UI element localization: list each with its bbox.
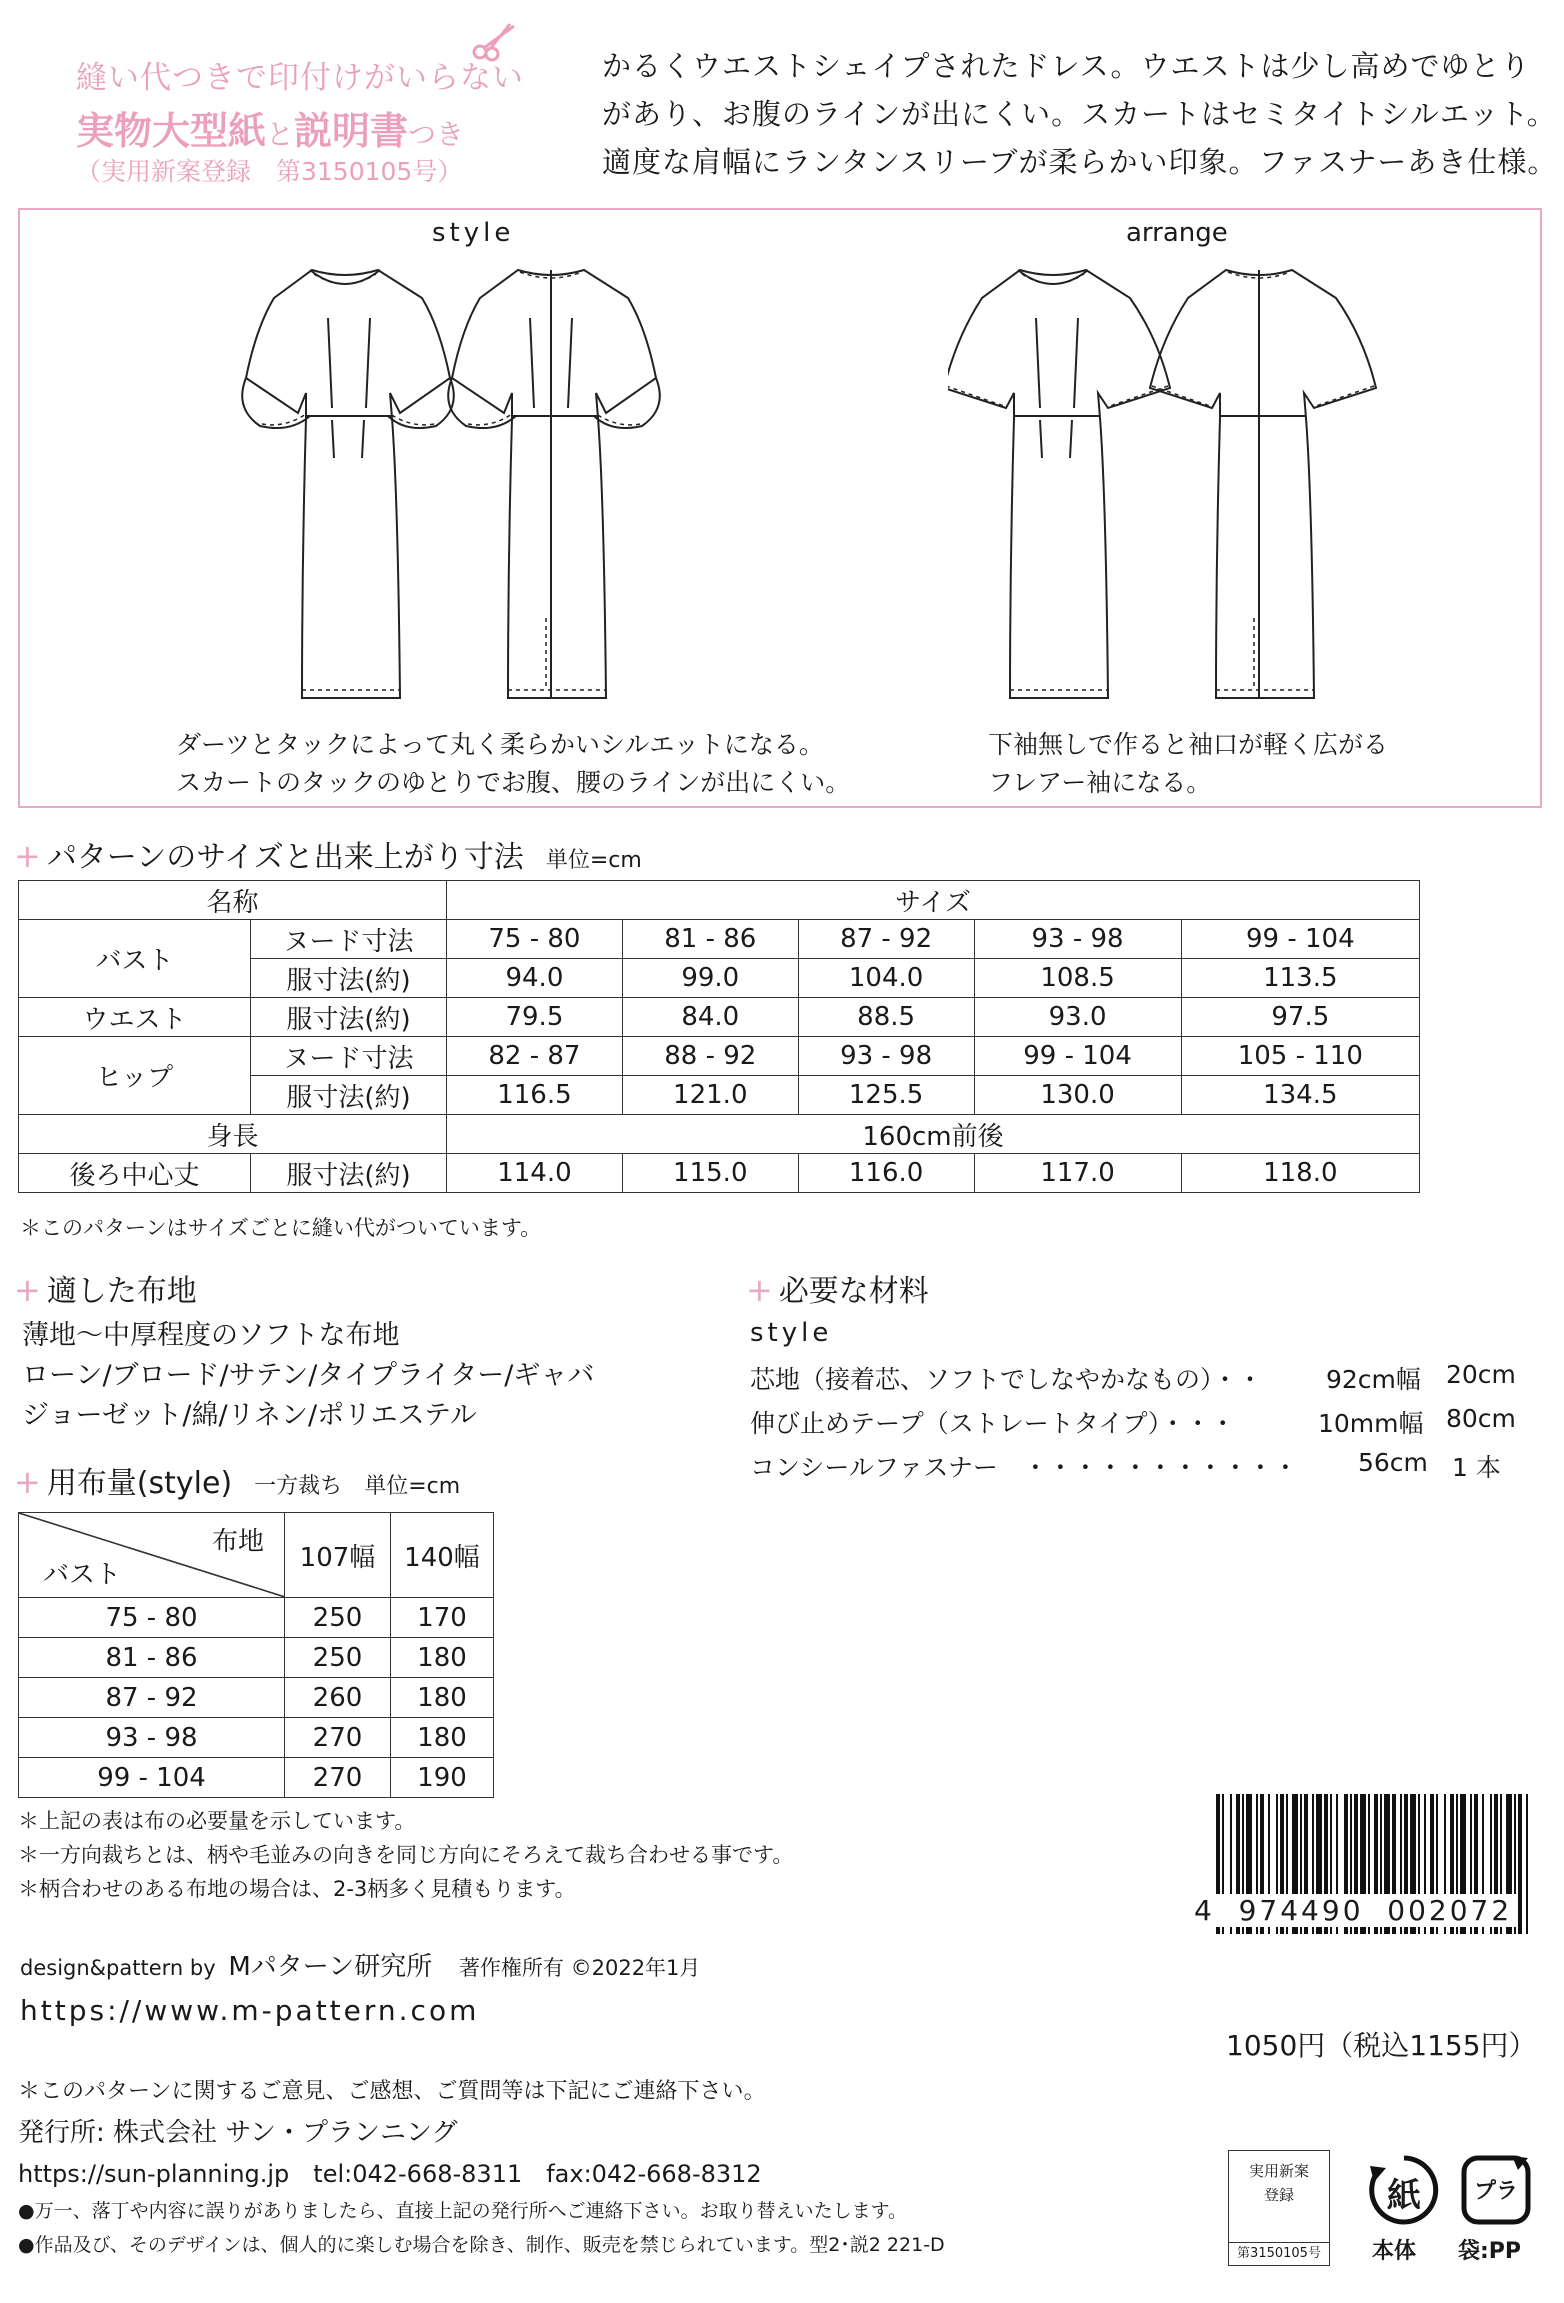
plus-icon: + <box>746 1271 773 1309</box>
credits-design: design&pattern by <box>20 1956 216 1980</box>
caption-line: スカートのタックのゆとりでお腹、腰のラインが出にくい。 <box>176 768 851 797</box>
header-included-text: つき <box>408 118 465 151</box>
plastic-glyph: プラ <box>1473 2179 1518 2204</box>
intro-line: かるくウエストシェイプされたドレス。ウエストは少し高めでゆとり <box>602 49 1531 83</box>
cell: 116.5 <box>447 1076 623 1115</box>
material-spec: 10mm幅 <box>1318 1409 1424 1438</box>
cell: 99 - 104 <box>1181 920 1419 959</box>
barcode-bar <box>1526 1794 1528 1934</box>
yardage-bust: 81 - 86 <box>19 1638 285 1678</box>
row-label-hip: ヒップ <box>19 1037 251 1115</box>
publisher: 発行所: 株式会社 サン・プランニング <box>18 2118 458 2148</box>
header-manual-text: 説明書 <box>294 109 409 153</box>
utility-model-mark <box>1228 2150 1330 2266</box>
website-link[interactable]: https://www.m-pattern.com <box>20 1994 480 2027</box>
cell: 134.5 <box>1181 1076 1419 1115</box>
cell: 116.0 <box>798 1154 974 1193</box>
cell: 114.0 <box>447 1154 623 1193</box>
paper-recycle-icon <box>1366 2152 1442 2228</box>
cell: 125.5 <box>798 1076 974 1115</box>
material-name: コンシールファスナー ・・・・・・・・・・・ <box>750 1453 1298 1482</box>
yardage-cut: 一方裁ち <box>254 1474 343 1499</box>
cell: 93.0 <box>974 998 1181 1037</box>
cell: 84.0 <box>622 998 798 1037</box>
caption-line: フレアー袖になる。 <box>988 768 1212 797</box>
sub-label-garment: 服寸法(約) <box>251 998 447 1037</box>
yardage-note: ＊柄合わせのある布地の場合は、2-3柄多く見積もります。 <box>18 1877 576 1901</box>
header-line-1: 縫い代つきで印付けがいらない <box>76 60 524 96</box>
cell: 180 <box>391 1678 494 1718</box>
material-name: 伸び止めテープ（ストレートタイプ）・・・ <box>750 1409 1236 1438</box>
paper-glyph: 紙 <box>1387 2176 1421 2216</box>
cell: 81 - 86 <box>622 920 798 959</box>
cell: 93 - 98 <box>798 1037 974 1076</box>
yardage-bust: 87 - 92 <box>19 1678 285 1718</box>
fabric-line: ジョーゼット/綿/リネン/ポリエステル <box>22 1400 477 1431</box>
utility-no: 第3150105号 <box>1229 2242 1329 2265</box>
sub-label-garment: 服寸法(約) <box>251 1076 447 1115</box>
plastic-recycle-icon <box>1458 2152 1534 2228</box>
cell: 105 - 110 <box>1181 1037 1419 1076</box>
arrange-caption <box>988 726 1388 802</box>
material-name: 芯地（接着芯、ソフトでしなやかなもの）・・ <box>750 1365 1263 1394</box>
cell: 250 <box>285 1598 391 1638</box>
header-pattern-text: 実物大型紙 <box>76 109 267 153</box>
yardage-bust: 75 - 80 <box>19 1598 285 1638</box>
cell: 87 - 92 <box>798 920 974 959</box>
materials-section-title <box>746 1266 929 1310</box>
cell: 108.5 <box>974 959 1181 998</box>
credits-brand: Mパターン研究所 <box>228 1952 433 1982</box>
credits-line <box>20 1946 700 1983</box>
materials-sub-label: style <box>750 1318 833 1348</box>
cell: 180 <box>391 1718 494 1758</box>
material-qty: 80cm <box>1446 1404 1516 1433</box>
cell: 99.0 <box>622 959 798 998</box>
cell: 94.0 <box>447 959 623 998</box>
cell: 160cm前後 <box>447 1115 1420 1154</box>
utility-line: 実用新案 <box>1248 2162 1309 2180</box>
fabric-line: 薄地〜中厚程度のソフトな布地 <box>22 1320 400 1351</box>
materials-title-text: 必要な材料 <box>778 1274 929 1309</box>
header-line-2 <box>76 100 464 155</box>
fabric-list <box>22 1316 594 1436</box>
price: 1050円（税込1155円） <box>1226 2029 1537 2062</box>
row-label-bust: バスト <box>19 920 251 998</box>
caption-line: 下袖無しで作ると袖口が軽く広がる <box>988 730 1389 759</box>
plastic-label: 袋:PP <box>1458 2239 1522 2264</box>
cell: 88 - 92 <box>622 1037 798 1076</box>
yardage-unit: 単位=cm <box>364 1474 461 1499</box>
style-dress-drawing <box>240 258 730 708</box>
yardage-col-140: 140幅 <box>391 1513 494 1598</box>
row-label-height: 身長 <box>19 1115 447 1154</box>
size-note: ＊このパターンはサイズごとに縫い代がついています。 <box>20 1216 542 1240</box>
yardage-section-title <box>14 1458 460 1502</box>
row-label-waist: ウエスト <box>19 998 251 1037</box>
size-header-name: 名称 <box>19 881 447 920</box>
yardage-bust: 93 - 98 <box>19 1718 285 1758</box>
credits-copyright: 著作権所有 ©2022年1月 <box>458 1956 701 1980</box>
footer-bullet: ●作品及び、そのデザインは、個人的に楽しむ場合を除き、制作、販売を禁じられています。型2･説2 221-D <box>18 2234 945 2256</box>
cell: 270 <box>285 1758 391 1798</box>
yardage-table <box>18 1512 494 1798</box>
publisher-contact[interactable]: https://sun-planning.jp tel:042-668-8311 fax:042-668-8312 <box>18 2160 762 2188</box>
cell: 180 <box>391 1638 494 1678</box>
caption-line: ダーツとタックによって丸く柔らかいシルエットになる。 <box>176 730 824 759</box>
cell: 260 <box>285 1678 391 1718</box>
cell: 104.0 <box>798 959 974 998</box>
yardage-head-fabric: 布地 <box>211 1527 264 1557</box>
cell: 250 <box>285 1638 391 1678</box>
material-spec: 56cm <box>1358 1448 1428 1477</box>
size-table <box>18 880 1420 1193</box>
material-spec: 92cm幅 <box>1326 1365 1421 1394</box>
intro-line: があり、お腹のラインが出にくい。スカートはセミタイトシルエット。 <box>602 97 1557 131</box>
cell: 88.5 <box>798 998 974 1037</box>
arrange-label: arrange <box>1126 218 1228 248</box>
size-title-text: パターンのサイズと出来上がり寸法 <box>46 840 524 875</box>
plus-icon: + <box>14 1463 41 1501</box>
cell: 82 - 87 <box>447 1037 623 1076</box>
cell: 75 - 80 <box>447 920 623 959</box>
style-label: style <box>432 218 515 248</box>
material-qty: 1 本 <box>1452 1453 1501 1482</box>
cell: 79.5 <box>447 998 623 1037</box>
fabric-section-title <box>14 1266 197 1310</box>
cell: 97.5 <box>1181 998 1419 1037</box>
yardage-corner-header <box>19 1513 285 1598</box>
scissors-icon <box>470 22 518 62</box>
cell: 170 <box>391 1598 494 1638</box>
row-label-back-length: 後ろ中心丈 <box>19 1154 251 1193</box>
intro-text <box>602 42 1558 186</box>
cell: 130.0 <box>974 1076 1181 1115</box>
material-item <box>750 1448 1298 1484</box>
paper-label: 本体 <box>1372 2239 1417 2264</box>
size-unit: 単位=cm <box>545 848 642 873</box>
header-and-text: と <box>266 118 295 151</box>
material-item <box>750 1360 1263 1396</box>
sub-label-garment: 服寸法(約) <box>251 959 447 998</box>
plus-icon: + <box>14 1271 41 1309</box>
cell: 99 - 104 <box>974 1037 1181 1076</box>
sub-label-nude: ヌード寸法 <box>251 920 447 959</box>
yardage-head-bust: バスト <box>43 1560 122 1590</box>
intro-line: 適度な肩幅にランタンスリーブが柔らかい印象。ファスナーあき仕様。 <box>602 145 1558 179</box>
fabric-title-text: 適した布地 <box>46 1274 197 1309</box>
size-section-title <box>14 832 642 876</box>
cell: 190 <box>391 1758 494 1798</box>
arrange-dress-drawing <box>948 258 1438 708</box>
sub-label-nude: ヌード寸法 <box>251 1037 447 1076</box>
sub-label-garment: 服寸法(約) <box>251 1154 447 1193</box>
cell: 113.5 <box>1181 959 1419 998</box>
material-qty: 20cm <box>1446 1360 1516 1389</box>
contact-note: ＊このパターンに関するご意見、ご感想、ご質問等は下記にご連絡下さい。 <box>18 2079 766 2104</box>
cell: 121.0 <box>622 1076 798 1115</box>
style-caption <box>176 726 850 802</box>
cell: 270 <box>285 1718 391 1758</box>
yardage-notes <box>18 1804 793 1906</box>
barcode-number: 4 974490 002072 <box>1190 1894 1516 1927</box>
size-header-size: サイズ <box>447 881 1420 920</box>
barcode-bar <box>1518 1794 1522 1934</box>
utility-line: 登録 <box>1263 2186 1294 2204</box>
cell: 118.0 <box>1181 1154 1419 1193</box>
material-item <box>750 1404 1235 1440</box>
yardage-note: ＊一方向裁ちとは、柄や毛並みの向きを同じ方向にそろえて裁ち合わせる事です。 <box>18 1843 794 1867</box>
yardage-bust: 99 - 104 <box>19 1758 285 1798</box>
header-line-3: （実用新案登録 第3150105号） <box>76 157 463 186</box>
plus-icon: + <box>14 837 41 875</box>
footer-bullet: ●万一、落丁や内容に誤りがありましたら、直接上記の発行所へご連絡下さい。お取り替えいたします。 <box>18 2200 908 2222</box>
yardage-col-107: 107幅 <box>285 1513 391 1598</box>
cell: 93 - 98 <box>974 920 1181 959</box>
yardage-title-text: 用布量(style) <box>46 1466 233 1501</box>
cell: 115.0 <box>622 1154 798 1193</box>
yardage-note: ＊上記の表は布の必要量を示しています。 <box>18 1809 416 1833</box>
cell: 117.0 <box>974 1154 1181 1193</box>
fabric-line: ローン/ブロード/サテン/タイプライター/ギャバ <box>22 1360 595 1391</box>
